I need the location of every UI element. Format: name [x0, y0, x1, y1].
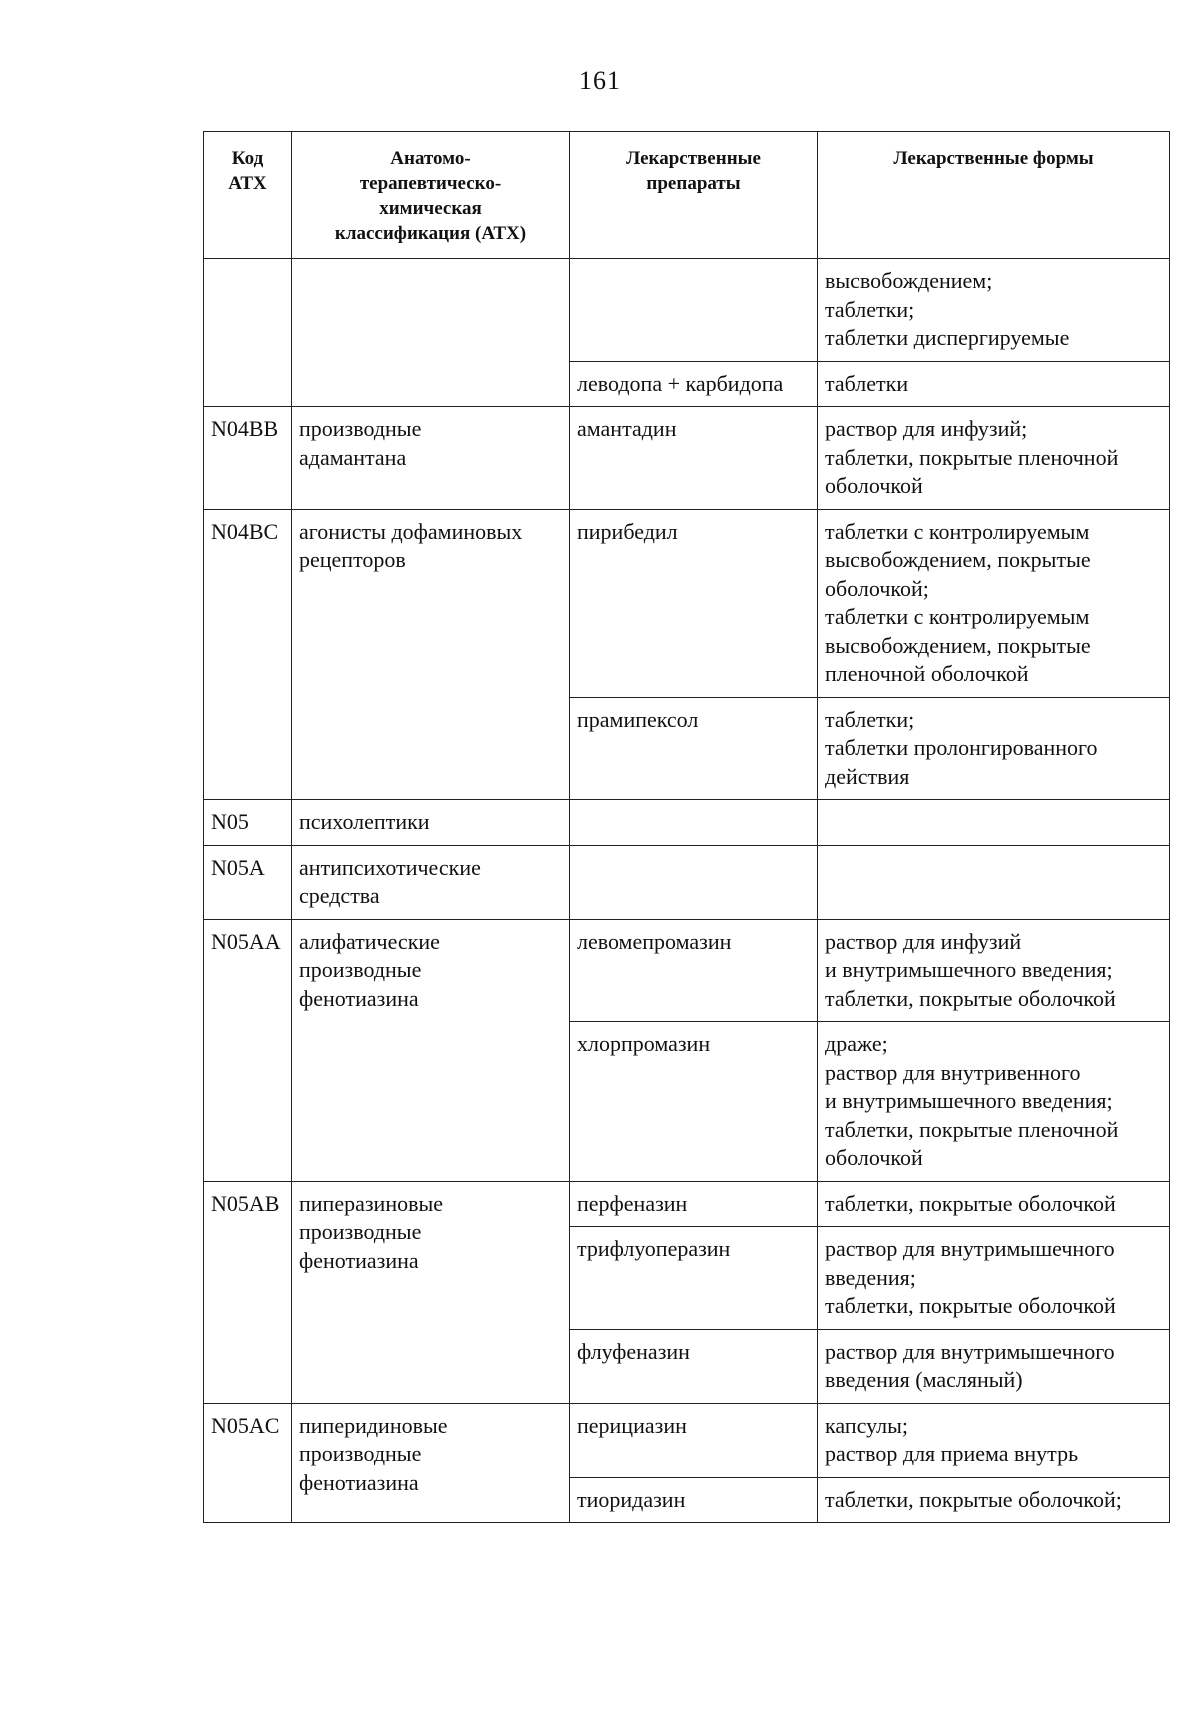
atc-class-cell: антипсихотические средства — [292, 845, 570, 919]
forms-cell: раствор для внутримышечного введения (масляный) — [818, 1329, 1170, 1403]
atc-code-cell: N04BB — [204, 407, 292, 510]
forms-cell: таблетки, покрытые оболочкой; — [818, 1477, 1170, 1523]
table-row — [204, 845, 1170, 919]
drug-cell: трифлуоперазин — [570, 1227, 818, 1330]
header-atc-classification: Анатомо- терапевтическо- химическая классификация (АТХ) — [292, 132, 570, 259]
atc-code-cell: N05 — [204, 800, 292, 846]
atc-code-cell: N04BC — [204, 509, 292, 800]
atc-class-cell: пиперидиновые производные фенотиазина — [292, 1403, 570, 1523]
atc-class-cell: производные адамантана — [292, 407, 570, 510]
header-dosage-forms: Лекарственные формы — [818, 132, 1170, 259]
drug-cell — [570, 845, 818, 919]
drug-cell: амантадин — [570, 407, 818, 510]
table-header-row — [204, 132, 1170, 259]
drug-cell: левомепромазин — [570, 919, 818, 1022]
header-atc-code: Код АТХ — [204, 132, 292, 259]
atc-code-cell: N05AC — [204, 1403, 292, 1523]
atc-code-cell: N05AA — [204, 919, 292, 1181]
forms-cell: таблетки, покрытые оболочкой — [818, 1181, 1170, 1227]
table-row — [204, 509, 1170, 697]
drug-cell: флуфеназин — [570, 1329, 818, 1403]
drug-cell — [570, 259, 818, 362]
forms-cell: таблетки; таблетки пролонгированного действия — [818, 697, 1170, 800]
table-row — [204, 919, 1170, 1022]
drug-cell: перициазин — [570, 1403, 818, 1477]
atc-class-cell: агонисты дофаминовых рецепторов — [292, 509, 570, 800]
forms-cell: раствор для инфузий; таблетки, покрытые пленочной оболочкой — [818, 407, 1170, 510]
atc-class-cell: пиперазиновые производные фенотиазина — [292, 1181, 570, 1403]
table-row — [204, 1181, 1170, 1227]
forms-cell: таблетки с контролируемым высвобождением, покрытые оболочкой; таблетки с контролируемым высвобождением, покрытые пленочной оболочкой — [818, 509, 1170, 697]
forms-cell: капсулы; раствор для приема внутрь — [818, 1403, 1170, 1477]
table-row — [204, 1403, 1170, 1477]
atc-class-cell — [292, 259, 570, 407]
atc-class-cell: психолептики — [292, 800, 570, 846]
page-number: 161 — [579, 66, 621, 95]
forms-cell: драже; раствор для внутривенного и внутримышечного введения; таблетки, покрытые пленочной оболочкой — [818, 1022, 1170, 1182]
drug-cell: пирибедил — [570, 509, 818, 697]
drug-cell — [570, 800, 818, 846]
drug-cell: тиоридазин — [570, 1477, 818, 1523]
drug-cell: леводопа + карбидопа — [570, 361, 818, 407]
forms-cell — [818, 845, 1170, 919]
atc-class-cell: алифатические производные фенотиазина — [292, 919, 570, 1181]
atc-code-cell: N05AB — [204, 1181, 292, 1403]
atc-code-cell — [204, 259, 292, 407]
forms-cell: высвобождением; таблетки; таблетки диспергируемые — [818, 259, 1170, 362]
table-row — [204, 800, 1170, 846]
drug-cell: хлорпромазин — [570, 1022, 818, 1182]
header-drugs: Лекарственные препараты — [570, 132, 818, 259]
forms-cell: раствор для внутримышечного введения; таблетки, покрытые оболочкой — [818, 1227, 1170, 1330]
drug-cell: перфеназин — [570, 1181, 818, 1227]
forms-cell: раствор для инфузий и внутримышечного введения; таблетки, покрытые оболочкой — [818, 919, 1170, 1022]
table-row — [204, 259, 1170, 362]
forms-cell — [818, 800, 1170, 846]
atc-drug-table — [203, 131, 1170, 1523]
drug-cell: прамипексол — [570, 697, 818, 800]
table-row — [204, 407, 1170, 510]
forms-cell: таблетки — [818, 361, 1170, 407]
atc-code-cell: N05A — [204, 845, 292, 919]
